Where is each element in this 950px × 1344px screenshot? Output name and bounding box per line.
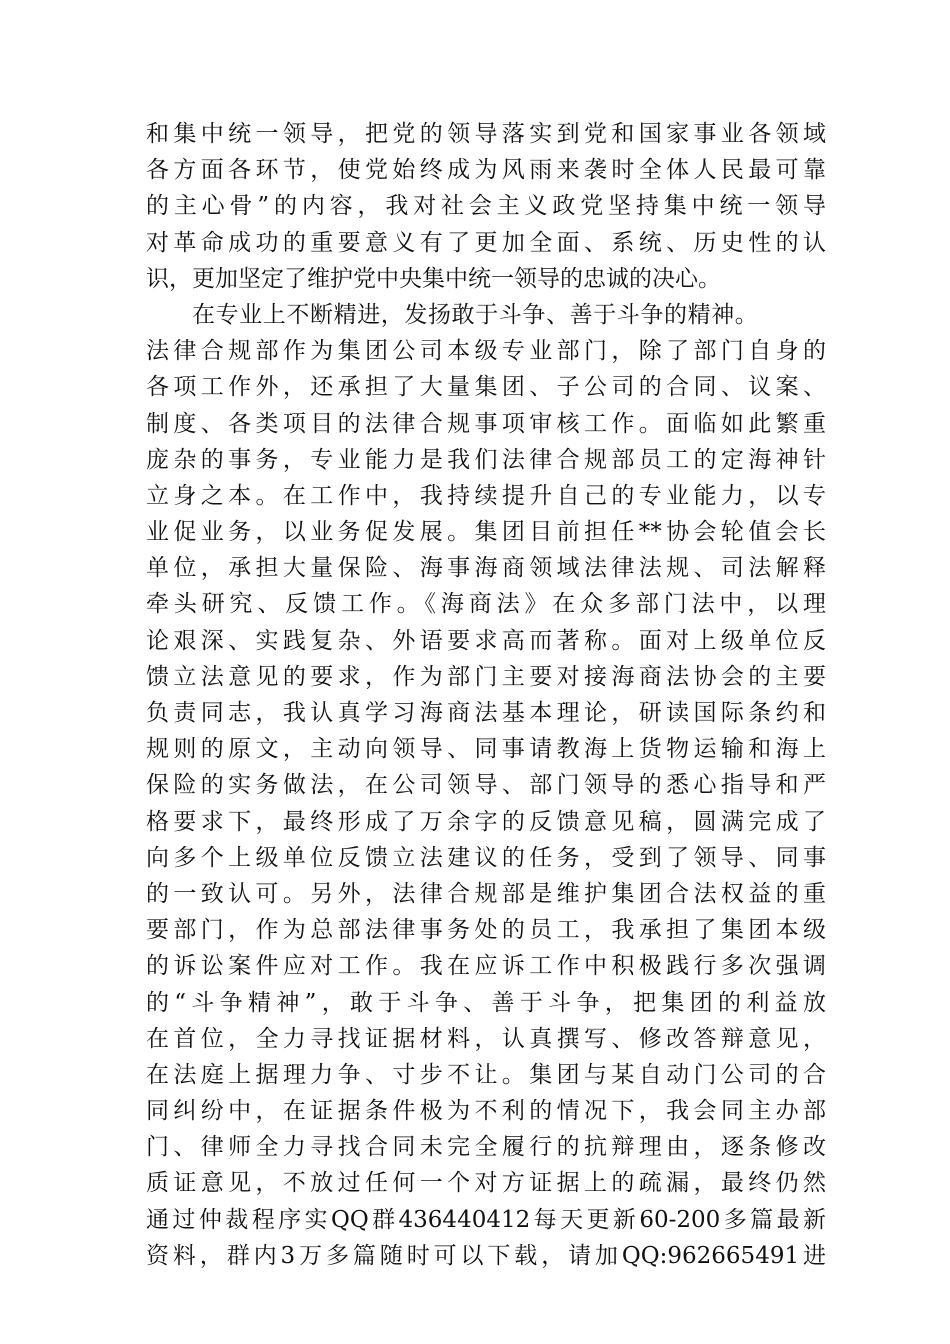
text-line: 保险的实务做法，在公司领导、部门领导的悉心指导和严 <box>146 772 826 799</box>
text-line: 牵头研究、反馈工作。《海商法》在众多部门法中，以理 <box>146 591 826 618</box>
text-line: 和集中统一领导，把党的领导落实到党和国家事业各领域 <box>146 121 826 147</box>
text-line: 的“斗争精神”，敢于斗争、善于斗争，把集团的利益放 <box>146 989 826 1016</box>
text-line: 向多个上级单位反馈立法建议的任务，受到了领导、同事 <box>146 844 826 871</box>
text-line: 法律合规部作为集团公司本级专业部门，除了部门自身的 <box>146 338 826 365</box>
text-line: 门、律师全力寻找合同未完全履行的抗辩理由，逐条修改 <box>146 1134 826 1161</box>
text-line: 识，更加坚定了维护党中央集中统一领导的忠诚的决心。 <box>146 265 721 292</box>
text-line: 业促业务，以业务促发展。集团目前担任**协会轮值会长 <box>146 519 826 546</box>
text-line: 庞杂的事务，专业能力是我们法律合规部员工的定海神针 <box>146 446 826 473</box>
text-line: 各项工作外，还承担了大量集团、子公司的合同、议案、 <box>146 374 826 401</box>
text-line: 格要求下，最终形成了万余字的反馈意见稿，圆满完成了 <box>146 808 826 835</box>
text-line: 通过仲裁程序实QQ群436440412每天更新60-200多篇最新 <box>146 1206 826 1233</box>
text-line: 的主心骨”的内容，我对社会主义政党坚持集中统一领导 <box>146 193 826 220</box>
paragraph-heading-line: 在专业上不断精进，发扬敢于斗争、善于斗争的精神。 <box>192 301 759 328</box>
text-line: 规则的原文，主动向领导、同事请教海上货物运输和海上 <box>146 736 826 763</box>
text-line: 立身之本。在工作中，我持续提升自己的专业能力，以专 <box>146 482 826 509</box>
text-line: 负责同志，我认真学习海商法基本理论，研读国际条约和 <box>146 700 826 726</box>
text-line: 论艰深、实践复杂、外语要求高而著称。面对上级单位反 <box>146 627 826 654</box>
text-line: 的诉讼案件应对工作。我在应诉工作中积极践行多次强调 <box>146 953 826 980</box>
text-line: 馈立法意见的要求，作为部门主要对接海商法协会的主要 <box>146 663 826 690</box>
text-line: 单位，承担大量保险、海事海商领域法律法规、司法解释 <box>146 555 826 582</box>
text-line: 同纠纷中，在证据条件极为不利的情况下，我会同主办部 <box>146 1098 826 1125</box>
body-text <box>146 116 826 1274</box>
text-line: 在法庭上据理力争、寸步不让。集团与某自动门公司的合 <box>146 1061 826 1088</box>
text-line: 各方面各环节，使党始终成为风雨来袭时全体人民最可靠 <box>146 157 826 184</box>
text-line: 资料，群内3万多篇随时可以下载，请加QQ:962665491进 <box>146 1242 826 1269</box>
text-line: 要部门，作为总部法律事务处的员工，我承担了集团本级 <box>146 917 826 944</box>
text-line: 对革命成功的重要意义有了更加全面、系统、历史性的认 <box>146 229 826 256</box>
text-line: 质证意见，不放过任何一个对方证据上的疏漏，最终仍然 <box>146 1170 826 1197</box>
text-line: 的一致认可。另外，法律合规部是维护集团合法权益的重 <box>146 880 826 907</box>
text-line: 制度、各类项目的法律合规事项审核工作。面临如此繁重 <box>146 410 826 437</box>
text-line: 在首位，全力寻找证据材料，认真撰写、修改答辩意见， <box>146 1025 826 1052</box>
